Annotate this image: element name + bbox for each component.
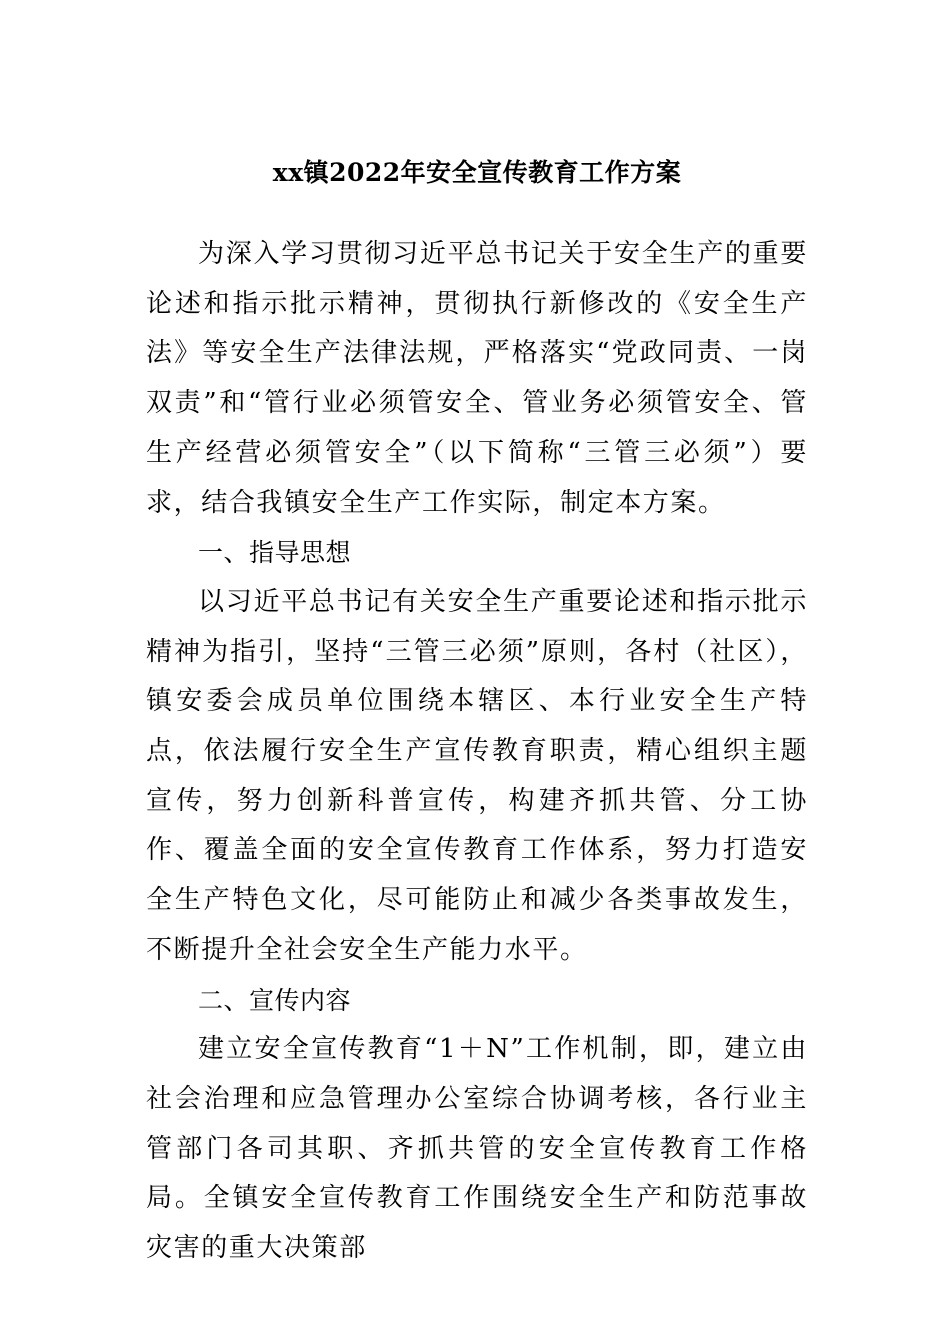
document-body: [146, 146, 808, 1274]
section-heading-guiding-thought: 一、指导思想: [198, 538, 352, 568]
intro-paragraph: 为深入学习贯彻习近平总书记关于安全生产的重要论述和指示批示精神，贯彻执行新修改的《安全生产法》等安全生产法律法规，严格落实“党政同责、一岗双责”和“管行业必须管安全、管业务必须管安全、管生产经营必须管安全”（以下简称“三管三必须”）要求，结合我镇安全生产工作实际，制定本方案。: [146, 239, 808, 518]
document-title: xx镇2022年安全宣传教育工作方案: [272, 158, 682, 187]
section-body-publicity-content: 建立安全宣传教育“1＋N”工作机制，即，建立由社会治理和应急管理办公室综合协调考核，各行业主管部门各司其职、齐抓共管的安全宣传教育工作格局。全镇安全宣传教育工作围绕安全生产和防范事故灾害的重大决策部: [146, 1034, 808, 1264]
section-body-guiding-thought: 以习近平总书记有关安全生产重要论述和指示批示精神为指引，坚持“三管三必须”原则，各村（社区），镇安委会成员单位围绕本辖区、本行业安全生产特点，依法履行安全生产宣传教育职责，精心组织主题宣传，努力创新科普宣传，构建齐抓共管、分工协作、覆盖全面的安全宣传教育工作体系，努力打造安全生产特色文化，尽可能防止和减少各类事故发生，不断提升全社会安全生产能力水平。: [146, 586, 808, 965]
section-heading-publicity-content: 二、宣传内容: [198, 985, 352, 1015]
